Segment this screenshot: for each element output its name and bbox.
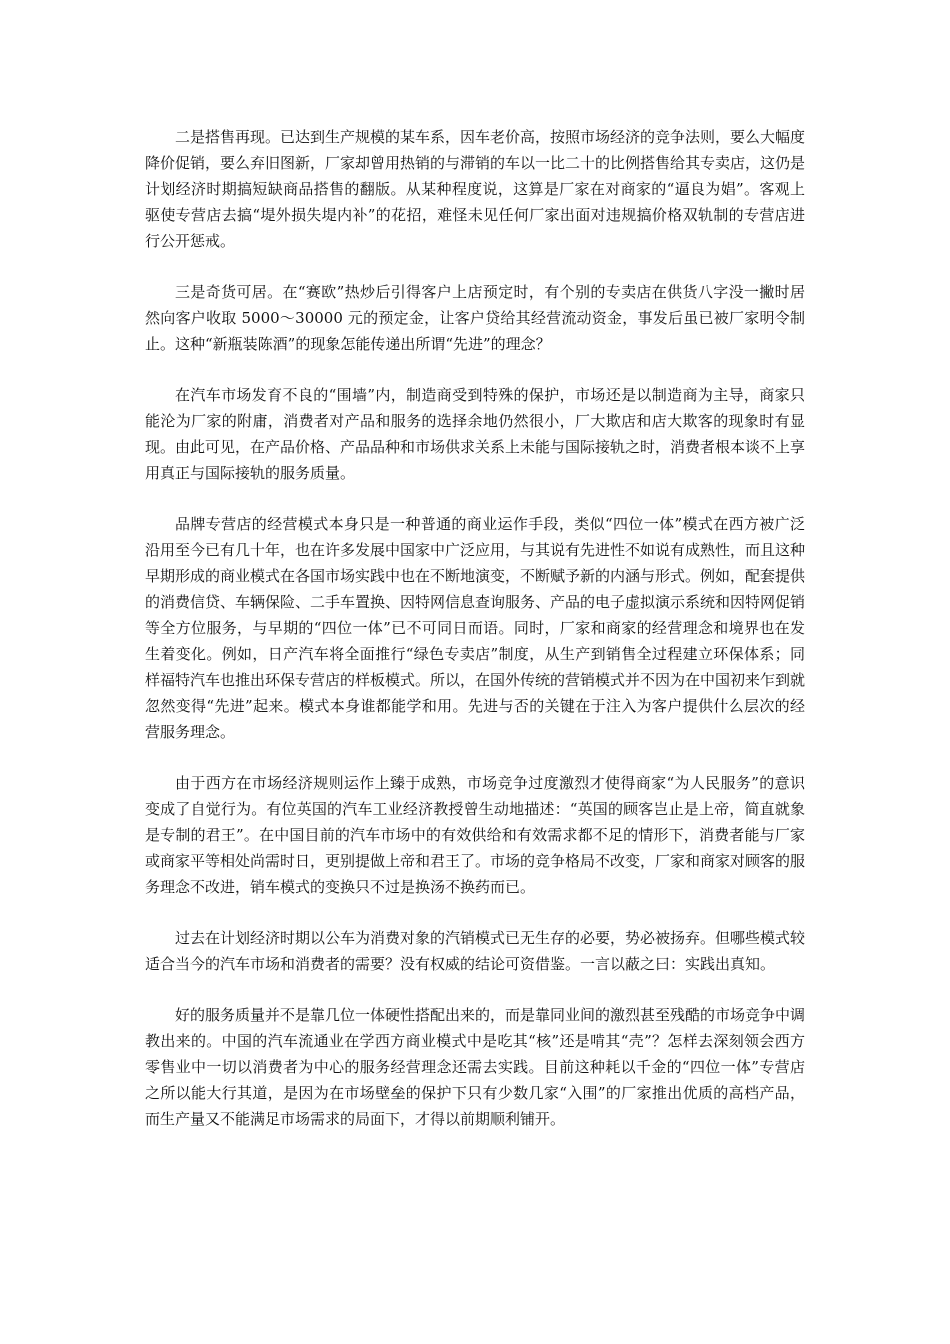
document-body [145, 124, 805, 1157]
paragraph-hoarding: 三是奇货可居。在“赛欧”热炒后引得客户上店预定时，有个别的专卖店在供货八字没一撇时居然向客户收取 5000～30000 元的预定金，让客户贷给其经营流动资金，事发后虽已被厂家明令制止。这种“新瓶装陈酒”的现象怎能传递出所谓“先进”的理念？ [145, 283, 805, 353]
paragraph-bundled-sales: 二是搭售再现。已达到生产规模的某车系，因车老价高，按照市场经济的竞争法则，要么大幅度降价促销，要么弃旧图新，厂家却曾用热销的与滞销的车以一比二十的比例搭售给其专卖店，这仍是计划经济时期搞短缺商品搭售的翻版。从某种程度说，这算是厂家在对商家的“逼良为娼”。客观上驱使专营店去搞“堤外损失堤内补”的花招，难怪未见任何厂家出面对违规搞价格双轨制的专营店进行公开惩戒。 [145, 128, 806, 250]
paragraph-market-walls: 在汽车市场发育不良的“围墙”内，制造商受到特殊的保护，市场还是以制造商为主导，商家只能沦为厂家的附庸，消费者对产品和服务的选择余地仍然很小，厂大欺店和店大欺客的现象时有显现。由此可见，在产品价格、产品品种和市场供求关系上未能与国际接轨之时，消费者根本谈不上享用真正与国际接轨的服务质量。 [145, 386, 806, 482]
paragraph-service-quality: 好的服务质量并不是靠几位一体硬性搭配出来的，而是靠同业间的激烈甚至残酷的市场竞争中调教出来的。中国的汽车流通业在学西方商业模式中是吃其“核”还是啃其“壳”？怎样去深刻领会西方零售业中一切以消费者为中心的服务经营理念还需去实践。目前这种耗以千金的“四位一体”专营店之所以能大行其道，是因为在市场壁垒的保护下只有少数几家“入围”的厂家推出优质的高档产品，而生产量又不能满足市场需求的局面下，才得以前期顺利铺开。 [145, 1006, 806, 1128]
paragraph-planned-economy: 过去在计划经济时期以公车为消费对象的汽销模式已无生存的必要，势必被扬弃。但哪些模式较适合当今的汽车市场和消费者的需要？没有权威的结论可资借鉴。一言以蔽之曰：实践出真知。 [145, 929, 806, 973]
paragraph-western-service: 由于西方在市场经济规则运作上臻于成熟，市场竞争过度激烈才使得商家“为人民服务”的意识变成了自觉行为。有位英国的汽车工业经济教授曾生动地描述：“英国的顾客岂止是上帝，简直就象是专制的君王”。在中国目前的汽车市场中的有效供给和有效需求都不足的情形下，消费者能与厂家或商家平等相处尚需时日，更别提做上帝和君王了。市场的竞争格局不改变，厂家和商家对顾客的服务理念不改进，销车模式的变换只不过是换汤不换药而已。 [145, 774, 806, 896]
paragraph-brand-store-model: 品牌专营店的经营模式本身只是一种普通的商业运作手段，类似“四位一体”模式在西方被广泛沿用至今已有几十年，也在许多发展中国家中广泛应用，与其说有先进性不如说有成熟性，而且这种早期形成的商业模式在各国市场实践中也在不断地演变，不断赋予新的内涵与形式。例如，配套提供的消费信贷、车辆保险、二手车置换、因特网信息查询服务、产品的电子虚拟演示系统和因特网促销等全方位服务，与早期的“四位一体”已不可同日而语。同时，厂家和商家的经营理念和境界也在发生着变化。例如，日产汽车将全面推行“绿色专卖店”制度，从生产到销售全过程建立环保体系；同样福特汽车也推出环保专营店的样板模式。所以，在国外传统的营销模式并不因为在中国初来乍到就忽然变得“先进”起来。模式本身谁都能学和用。先进与否的关键在于注入为客户提供什么层次的经营服务理念。 [145, 515, 806, 741]
